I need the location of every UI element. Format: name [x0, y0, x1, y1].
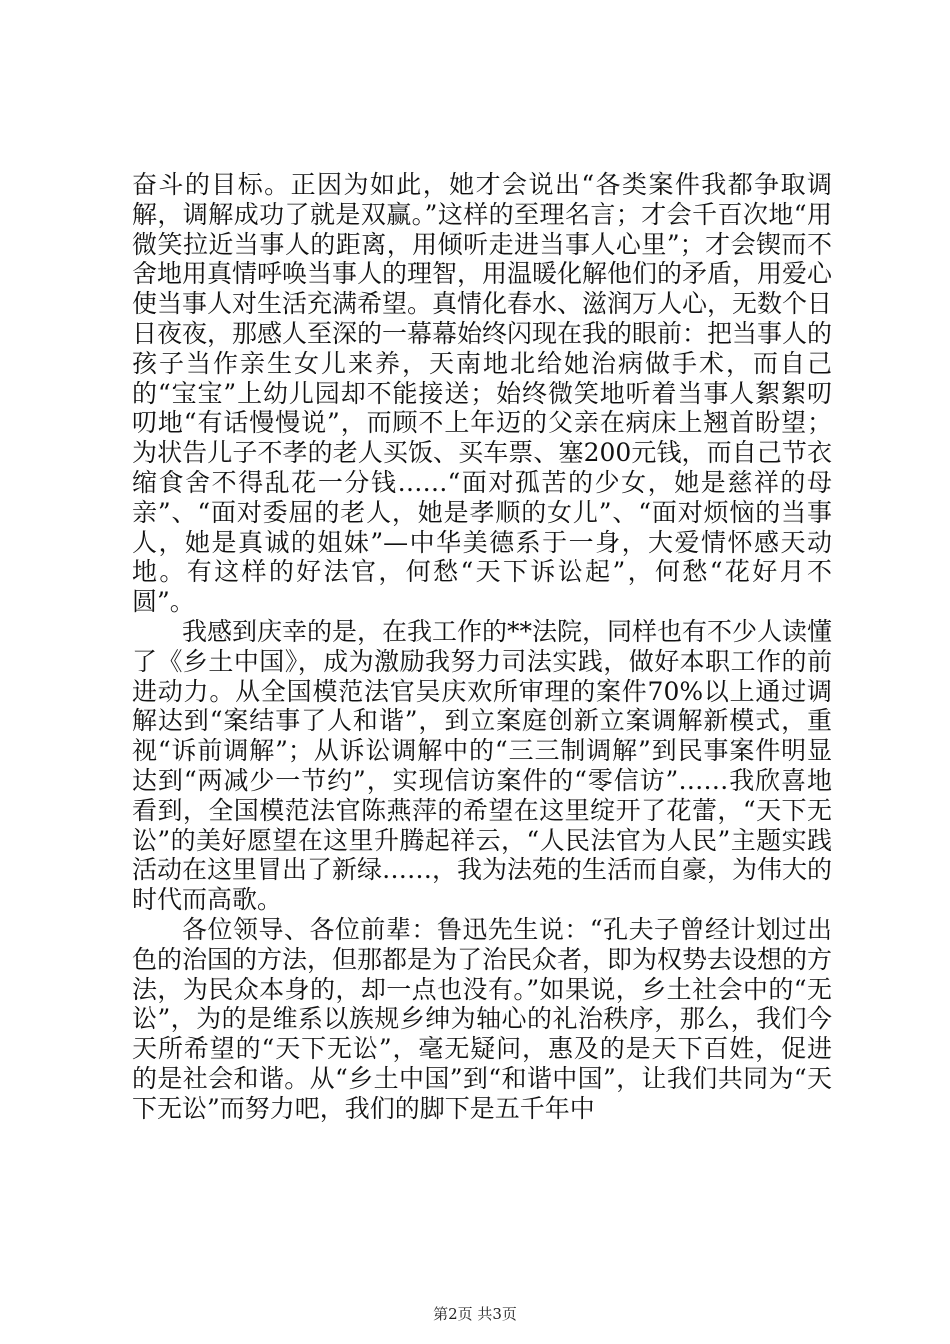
- body-text: [132, 170, 832, 1124]
- paragraph-continuation: 奋斗的目标。正因为如此，她才会说出“各类案件我都争取调解，调解成功了就是双赢。”这样的至理名言；才会千百次地“用微笑拉近当事人的距离，用倾听走进当事人心里”；才会锲而不舍地用真情呼唤当事人的理智，用温暖化解他们的矛盾，用爱心使当事人对生活充满希望。真情化春水、滋润万人心，无数个日日夜夜，那感人至深的一幕幕始终闪现在我的眼前：把当事人的孩子当作亲生女儿来养，天南地北给她治病做手术，而自己的“宝宝”上幼儿园却不能接送；始终微笑地听着当事人絮絮叨叨地“有话慢慢说”，而顾不上年迈的父亲在病床上翘首盼望；为状告儿子不孝的老人买饭、买车票、塞200元钱，而自己节衣缩食舍不得乱花一分钱……“面对孤苦的少女，她是慈祥的母亲”、“面对委屈的老人，她是孝顺的女儿”、“面对烦恼的当事人，她是真诚的姐妹”—中华美德系于一身，大爱情怀感天动地。有这样的好法官，何愁“天下诉讼起”，何愁“花好月不圆”。: [132, 170, 833, 617]
- paragraph-court-practice: 我感到庆幸的是，在我工作的**法院，同样也有不少人读懂了《乡土中国》，成为激励我努力司法实践，做好本职工作的前进动力。从全国模范法官吴庆欢所审理的案件70%以上通过调解达到“案结事了人和谐”，到立案庭创新立案调解新模式，重视“诉前调解”；从诉讼调解中的“三三制调解”到民事案件明显达到“两减少一节约”，实现信访案件的“零信访”……我欣喜地看到，全国模范法官陈燕萍的希望在这里绽开了花蕾，“天下无讼”的美好愿望在这里升腾起祥云，“人民法官为人民”主题实践活动在这里冒出了新绿……，我为法苑的生活而自豪，为伟大的时代而高歌。: [132, 616, 833, 915]
- paragraph-lu-xun-quote: 各位领导、各位前辈：鲁迅先生说：“孔夫子曾经计划过出色的治国的方法，但那都是为了治民众者，即为权势去设想的方法，为民众本身的，却一点也没有。”如果说，乡土社会中的“无讼”，为的是维系以族规乡绅为轴心的礼治秩序，那么，我们今天所希望的“天下无讼”，毫无疑问，惠及的是天下百姓，促进的是社会和谐。从“乡土中国”到“和谐中国”，让我们共同为“天下无讼”而努力吧，我们的脚下是五千年中: [132, 914, 833, 1123]
- page-footer: 第2页 共3页: [433, 1305, 517, 1323]
